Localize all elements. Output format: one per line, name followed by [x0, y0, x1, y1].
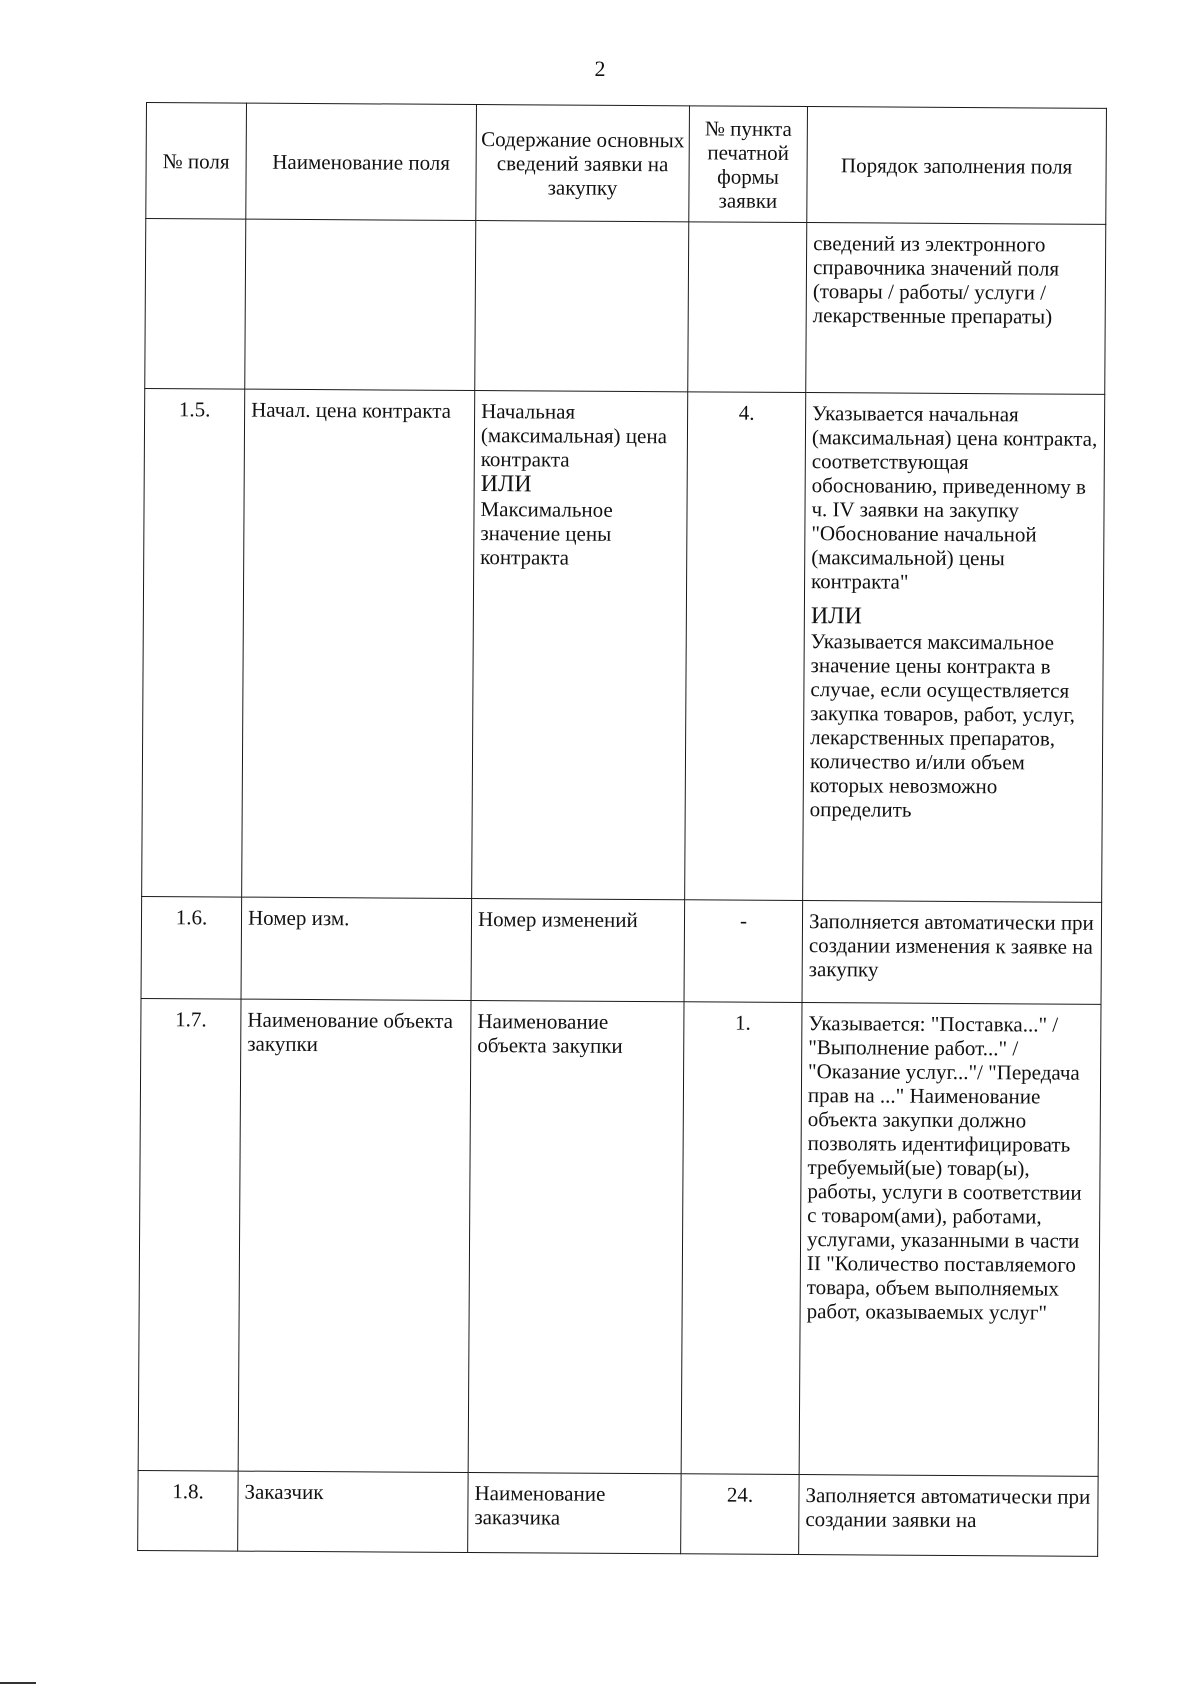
- field-content-alt-text: Максимальное значение цены контракта: [480, 497, 613, 570]
- header-fill-order: Порядок заполнения поля: [807, 107, 1107, 225]
- field-content-text: [482, 229, 682, 230]
- fill-order-cell: [802, 901, 1102, 1005]
- fill-order-alt-text: Указывается максимальное значение цены контракта в случае, если осуществляется закупка товаров, работ, услуг, лекарственных препаратов, количество и/или объем которых невозможно определить: [809, 629, 1075, 822]
- field-content-text: Начальная (максимальная) цена контракта: [480, 399, 668, 472]
- print-form-point-cell: 1.: [681, 1002, 802, 1475]
- print-form-point-cell: 24.: [681, 1474, 799, 1555]
- fill-order-cell: [806, 223, 1106, 395]
- table-body: [138, 219, 1106, 1557]
- field-name-cell: Заказчик: [238, 1471, 468, 1552]
- fill-order-cell: [799, 1475, 1098, 1557]
- field-number-cell: 1.5.: [142, 388, 245, 897]
- print-form-point-cell: [688, 222, 807, 393]
- field-name-cell: Номер изм.: [241, 897, 472, 1000]
- fill-order-text: Указывается: "Поставка..." / "Выполнение работ..." / "Оказание услуг..."/ "Передача прав на ..." Наименование объекта закупки должно позволять идентифицировать требуемый(ые) товар(ы), работы, услуги в соответствии с товаром(ами), работами, услугами, указанными в части II "Количество поставляемого товара, объем выполняемых работ, оказываемых услуг": [806, 1011, 1082, 1325]
- table-row: [142, 388, 1105, 902]
- table-row: [141, 896, 1102, 1004]
- fill-order-text: Указывается начальная (максимальная) цена контракта, соответствующая обоснованию, приведенному в ч. IV заявки на закупку "Обоснование начальной (максимальной) цены контракта": [811, 401, 1098, 594]
- print-form-point-cell: 4.: [685, 392, 806, 901]
- header-field-content: Содержание основных сведений заявки на закупку: [476, 105, 690, 222]
- field-content-cell: [475, 221, 689, 392]
- fill-order-text: сведений из электронного справочника значений поля (товары / работы/ услуги / лекарственные препараты): [812, 231, 1060, 329]
- fill-order-cell: [803, 393, 1105, 903]
- table-header: [146, 103, 1107, 225]
- table-row: [138, 998, 1101, 1476]
- fill-order-text: Заполняется автоматически при создании заявки на: [805, 1483, 1091, 1533]
- form-fields-table: [137, 102, 1107, 1557]
- header-field-number: № поля: [146, 103, 247, 220]
- fill-order-cell: [799, 1003, 1101, 1477]
- field-content-cell: [468, 1472, 681, 1553]
- scan-edge-mark: [0, 1682, 36, 1684]
- field-name-cell: Начал. цена контракта: [242, 389, 475, 898]
- fill-order-or-separator: ИЛИ: [810, 603, 862, 630]
- field-content-cell: [472, 391, 688, 900]
- field-content-text: Номер изменений: [477, 907, 638, 933]
- field-content-or-separator: ИЛИ: [480, 471, 532, 498]
- field-content-cell: [471, 899, 685, 1002]
- header-print-form-point: № пункта печатной формы заявки: [689, 106, 808, 223]
- field-number-cell: 1.6.: [141, 896, 242, 999]
- field-content-cell: [468, 1001, 684, 1474]
- field-name-cell: Наименование объекта закупки: [238, 999, 471, 1472]
- form-fields-table-wrapper: [137, 102, 1106, 1557]
- table-row: [145, 219, 1106, 395]
- field-content-text: Наименование заказчика: [474, 1481, 606, 1530]
- field-name-cell: [245, 219, 476, 390]
- field-number-cell: [145, 219, 246, 390]
- table-header-row: [146, 103, 1107, 225]
- fill-order-text: Заполняется автоматически при создании изменения к заявке на закупку: [808, 909, 1094, 982]
- field-number-cell: 1.7.: [138, 998, 241, 1471]
- table-row: [138, 1470, 1098, 1556]
- print-form-point-cell: -: [684, 900, 803, 1003]
- field-number-cell: 1.8.: [138, 1470, 238, 1551]
- header-field-name: Наименование поля: [246, 103, 477, 220]
- field-content-text: Наименование объекта закупки: [477, 1009, 623, 1058]
- page-number: 2: [594, 56, 606, 81]
